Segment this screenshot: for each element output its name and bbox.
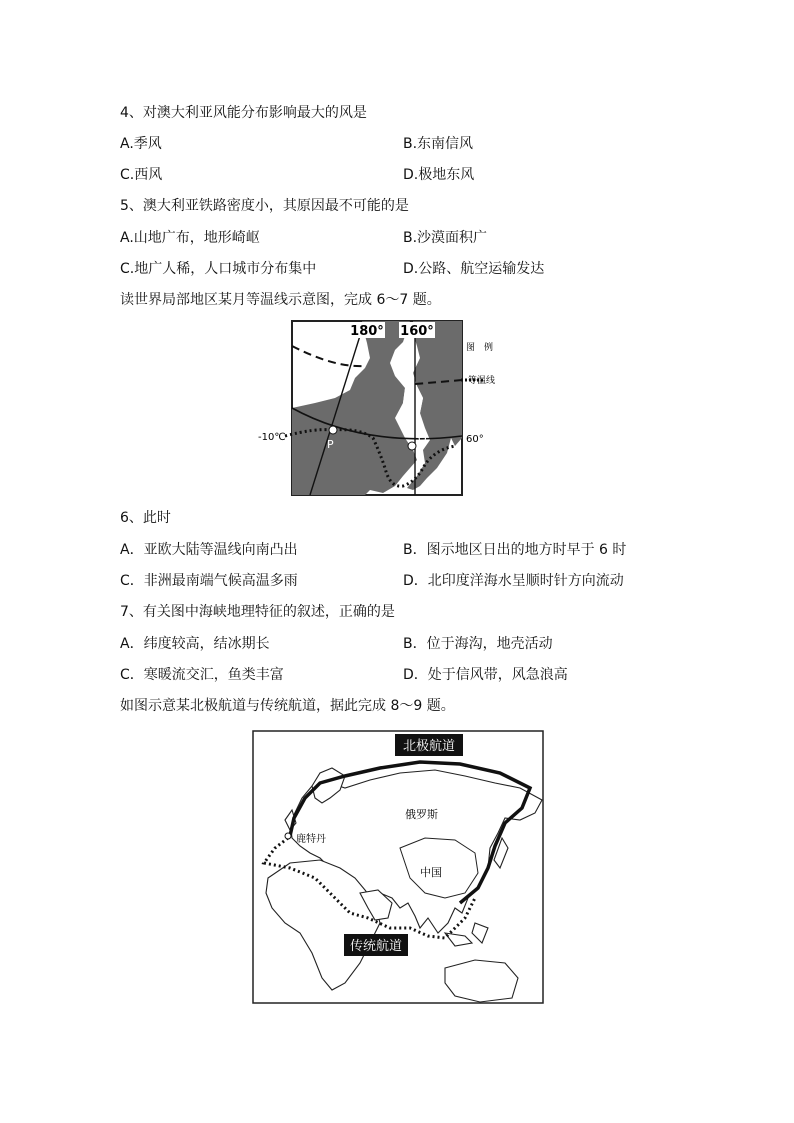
q7-option-c: C．寒暖流交汇，鱼类丰富: [120, 667, 284, 683]
shipping-route-map: [250, 728, 548, 1006]
q6-option-c: C．非洲最南端气候高温多雨: [120, 573, 298, 589]
q5-stem: 5、澳大利亚铁路密度小，其原因最不可能的是: [120, 198, 409, 214]
q6-option-a: A．亚欧大陆等温线向南凸出: [120, 542, 298, 558]
traditional-route-label: 传统航道: [349, 939, 403, 954]
lon-label-180: 180°: [350, 324, 384, 339]
q7-option-a: A．纬度较高，结冰期长: [120, 636, 270, 652]
arctic-route-label: 北极航道: [402, 739, 456, 754]
q6-option-d: D．北印度洋海水呈顺时针方向流动: [403, 573, 624, 589]
q5-option-d: D.公路、航空运输发达: [403, 261, 545, 277]
isotherm-map: [255, 318, 495, 500]
point-p-marker: [329, 426, 337, 434]
q7-option-d: D．处于信风带，风急浪高: [403, 667, 568, 683]
intro-q6-q7: 读世界局部地区某月等温线示意图，完成 6～7 题。: [120, 292, 441, 308]
q7-option-b: B．位于海沟，地壳活动: [403, 636, 553, 652]
isotherm-value-label: -10℃: [258, 432, 286, 443]
rotterdam-marker: [285, 833, 291, 839]
q7-stem: 7、有关图中海峡地理特征的叙述，正确的是: [120, 604, 395, 620]
intro-q8-q9: 如图示意某北极航道与传统航道，据此完成 8～9 题。: [120, 698, 455, 714]
q6-option-b: B．图示地区日出的地方时早于 6 时: [403, 542, 627, 558]
q4-stem: 4、对澳大利亚风能分布影响最大的风是: [120, 105, 367, 121]
q4-option-d: D.极地东风: [403, 167, 475, 183]
q5-option-b: B.沙漠面积广: [403, 230, 488, 246]
q5-option-c: C.地广人稀，人口城市分布集中: [120, 261, 317, 277]
lon-label-160: 160°: [400, 324, 434, 339]
point-q-label: Q: [418, 432, 427, 445]
legend-label: 等温线: [467, 376, 495, 386]
china-label: 中国: [420, 866, 442, 879]
point-q-marker: [408, 442, 416, 450]
q4-option-c: C.西风: [120, 167, 163, 183]
point-p-label: P: [327, 438, 334, 451]
legend-title: 图 例: [465, 343, 493, 353]
russia-label: 俄罗斯: [405, 808, 438, 821]
q5-option-a: A.山地广布，地形崎岖: [120, 230, 260, 246]
rotterdam-label: 鹿特丹: [296, 834, 326, 845]
q4-option-b: B.东南信风: [403, 136, 474, 152]
q4-option-a: A.季风: [120, 136, 162, 152]
lat-label-60: 60°: [466, 434, 484, 445]
q6-stem: 6、此时: [120, 510, 171, 526]
